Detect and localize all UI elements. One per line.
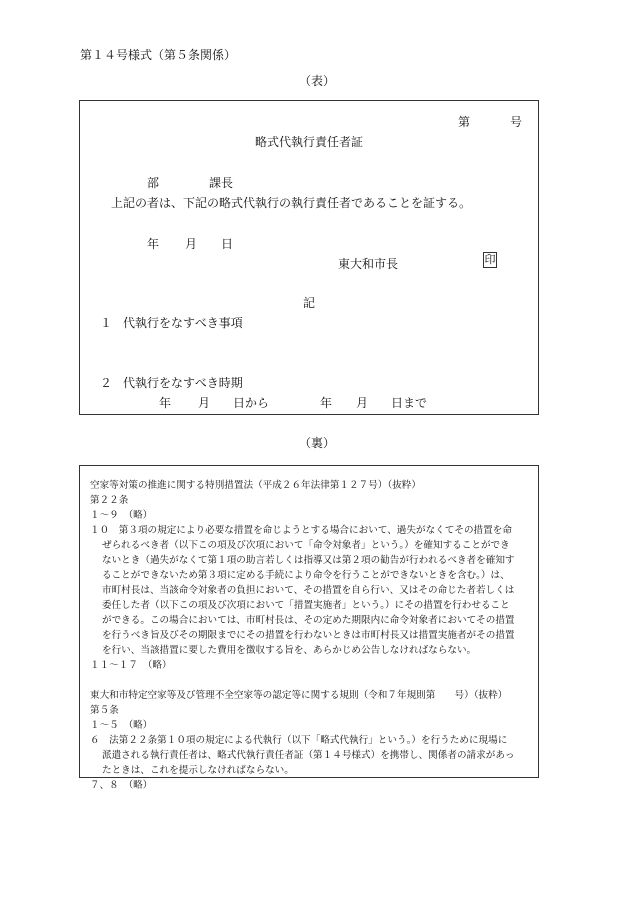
number-dai: 第 [458, 115, 471, 129]
front-certificate-box [79, 100, 539, 415]
item2-number: ２ [100, 376, 113, 390]
department-label: 部 [147, 176, 160, 190]
item1-text: 代執行をなすべき事項 [123, 316, 243, 330]
date-day: 日 [221, 237, 234, 251]
certify-statement: 上記の者は、下記の略式代執行の執行責任者であることを証する。 [111, 196, 472, 210]
law-paragraph-10-line: ないとき（過失がなくて第１項の助言若しくは指導又は第２項の勧告が行われるべき者を確知す [102, 555, 515, 566]
law-paragraph-10-line: ができる。この場合においては、市町村長は、その定めた期限内に命令対象者においてその措置 [102, 615, 515, 626]
rule-paragraph-6-line: たときは、これを提示しなければならない。 [102, 765, 294, 776]
seal-stamp: 印 [484, 253, 496, 266]
form-number: 第１４号様式（第５条関係） [80, 48, 237, 62]
law-paragraph-10-line: ぜられるべき者（以下この項及び次項において「命令対象者」という。）を確知することができ [102, 540, 510, 551]
rule-paragraph-6-line: 派遣される執行責任者は、略式代執行責任者証（第１４号様式）を携帯し、関係者の請求があっ [102, 750, 515, 761]
rule-article: 第５条 [90, 705, 119, 716]
date-month: 月 [185, 237, 198, 251]
front-label: （表） [299, 74, 336, 88]
period-start-day: 日から [233, 396, 270, 410]
back-label: （裏） [299, 436, 336, 450]
law-paragraph-1-9: １～９ （略） [90, 510, 153, 521]
law-paragraph-10-line: を行うべき旨及びその期限までにその措置を行わないときは市町村長又は措置実施者がその措置 [102, 630, 515, 641]
rule-paragraph-6-line: ６ 法第２２条第１０項の規定による代執行（以下「略式代執行」という。）を行うために現場に [90, 735, 508, 746]
period-end-day: 日まで [391, 396, 428, 410]
period-end-month: 月 [356, 396, 369, 410]
law-article: 第２２条 [90, 495, 129, 506]
item1-number: １ [100, 316, 113, 330]
item2-text: 代執行をなすべき時期 [123, 376, 243, 390]
period-end-year: 年 [320, 396, 333, 410]
law-paragraph-11-17: １１～１７ （略） [90, 660, 172, 671]
law-paragraph-10-line: ることができないため第３項に定める手続により命令を行うことができないときを含む。）は、 [102, 570, 510, 581]
law-title: 空家等対策の推進に関する特別措置法（平成２６年法律第１２７号）（抜粋） [90, 480, 421, 491]
certificate-title: 略式代執行責任者証 [255, 135, 364, 149]
back-excerpt-box [79, 465, 539, 791]
law-paragraph-10-line: 委任した者（以下この項及び次項において「措置実施者」という。）にその措置を行わせること [102, 600, 510, 611]
law-paragraph-10-line: 市町村長は、当該命令対象者の負担において、その措置を自ら行い、又はその命じた者若しくは [102, 585, 515, 596]
rule-paragraph-7-8: ７、８ （略） [90, 780, 153, 791]
rule-title: 東大和市特定空家等及び管理不全空家等の認定等に関する規則（令和７年規則第 号）（抜粋） [90, 690, 508, 701]
period-start-year: 年 [159, 396, 172, 410]
period-start-month: 月 [198, 396, 211, 410]
ki-notation: 記 [303, 296, 316, 310]
mayor-name: 東大和市長 [338, 257, 399, 271]
rule-paragraph-1-5: １～５ （略） [90, 720, 153, 731]
section-chief-label: 課長 [209, 176, 234, 190]
law-paragraph-10-line: を行い、当該措置に要した費用を徴収する旨を、あらかじめ公告しなければならない。 [102, 645, 477, 656]
number-go: 号 [510, 115, 523, 129]
law-paragraph-10-line: １０ 第３項の規定により必要な措置を命じようとする場合において、過失がなくてその措置を命 [90, 525, 512, 536]
date-year: 年 [147, 237, 160, 251]
